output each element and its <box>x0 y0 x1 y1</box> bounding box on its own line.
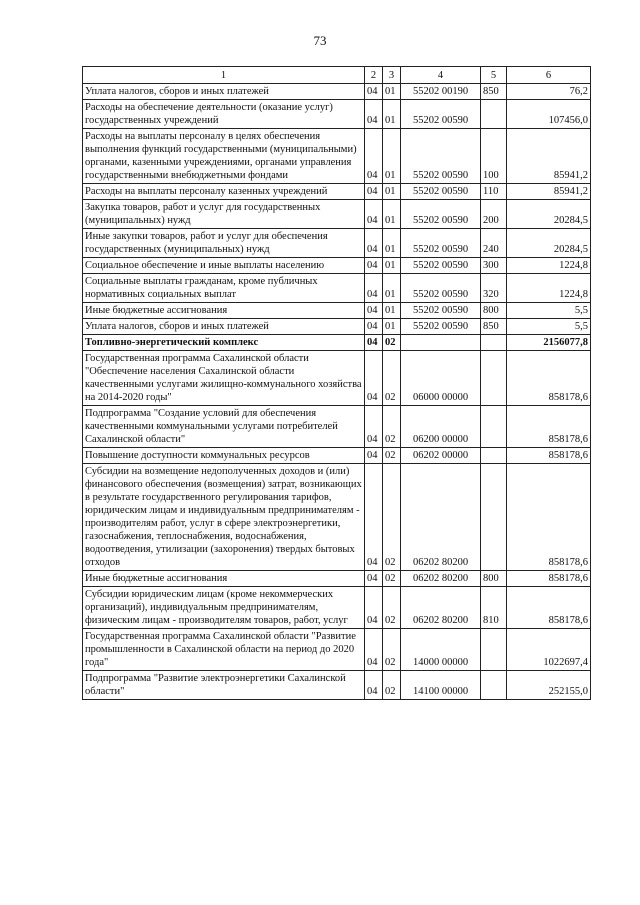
row-target-article-cell: 06200 00000 <box>401 406 481 448</box>
row-target-article-cell: 14000 00000 <box>401 629 481 671</box>
row-target-article-cell: 55202 00590 <box>401 303 481 319</box>
row-name-cell: Подпрограмма "Развитие электроэнергетики Сахалинской области" <box>83 671 365 700</box>
row-name-cell: Уплата налогов, сборов и иных платежей <box>83 84 365 100</box>
row-name-cell: Уплата налогов, сборов и иных платежей <box>83 319 365 335</box>
row-subsection-cell: 02 <box>383 406 401 448</box>
row-expense-type-cell: 850 <box>481 84 507 100</box>
table-row <box>83 129 591 184</box>
row-target-article-cell: 55202 00590 <box>401 258 481 274</box>
row-subsection-cell: 02 <box>383 335 401 351</box>
row-expense-type-cell: 200 <box>481 200 507 229</box>
row-section-cell: 04 <box>365 587 383 629</box>
row-subsection-cell: 02 <box>383 571 401 587</box>
row-amount-cell: 1224,8 <box>507 274 591 303</box>
row-name-cell: Закупка товаров, работ и услуг для государственных (муниципальных) нужд <box>83 200 365 229</box>
table-row <box>83 229 591 258</box>
row-section-cell: 04 <box>365 671 383 700</box>
header-row <box>83 67 591 84</box>
row-expense-type-cell <box>481 100 507 129</box>
row-expense-type-cell <box>481 448 507 464</box>
row-name-cell: Государственная программа Сахалинской области "Развитие промышленности в Сахалинской области на период до 2020 года" <box>83 629 365 671</box>
row-section-cell: 04 <box>365 184 383 200</box>
row-expense-type-cell: 800 <box>481 571 507 587</box>
row-target-article-cell: 55202 00590 <box>401 200 481 229</box>
row-section-cell: 04 <box>365 303 383 319</box>
row-expense-type-cell: 100 <box>481 129 507 184</box>
row-expense-type-cell <box>481 351 507 406</box>
row-name-cell: Иные закупки товаров, работ и услуг для обеспечения государственных (муниципальных) нужд <box>83 229 365 258</box>
row-name-cell: Расходы на выплаты персоналу в целях обеспечения выполнения функций государственными (муниципальными) органами, казенными учреждениями, органами управления государственными внебюджетными фондами <box>83 129 365 184</box>
row-subsection-cell: 01 <box>383 200 401 229</box>
row-expense-type-cell: 810 <box>481 587 507 629</box>
row-subsection-cell: 01 <box>383 84 401 100</box>
table-row <box>83 671 591 700</box>
row-subsection-cell: 01 <box>383 129 401 184</box>
table-row <box>83 200 591 229</box>
row-subsection-cell: 02 <box>383 464 401 571</box>
row-subsection-cell: 01 <box>383 303 401 319</box>
table-row <box>83 464 591 571</box>
table-row <box>83 448 591 464</box>
row-amount-cell: 858178,6 <box>507 351 591 406</box>
row-target-article-cell <box>401 335 481 351</box>
row-subsection-cell: 02 <box>383 629 401 671</box>
table-row <box>83 571 591 587</box>
row-amount-cell: 252155,0 <box>507 671 591 700</box>
row-target-article-cell: 55202 00590 <box>401 100 481 129</box>
table-row <box>83 587 591 629</box>
row-target-article-cell: 06202 80200 <box>401 464 481 571</box>
row-expense-type-cell: 240 <box>481 229 507 258</box>
table-row <box>83 629 591 671</box>
row-amount-cell: 20284,5 <box>507 200 591 229</box>
row-expense-type-cell: 850 <box>481 319 507 335</box>
row-section-cell: 04 <box>365 351 383 406</box>
row-amount-cell: 85941,2 <box>507 129 591 184</box>
row-name-cell: Социальное обеспечение и иные выплаты населению <box>83 258 365 274</box>
row-target-article-cell: 14100 00000 <box>401 671 481 700</box>
row-name-cell: Подпрограмма "Создание условий для обеспечения качественными коммунальными услугами потребителей Сахалинской области" <box>83 406 365 448</box>
row-section-cell: 04 <box>365 200 383 229</box>
row-name-cell: Топливно-энергетический комплекс <box>83 335 365 351</box>
row-section-cell: 04 <box>365 100 383 129</box>
row-target-article-cell: 06202 80200 <box>401 571 481 587</box>
row-amount-cell: 5,5 <box>507 319 591 335</box>
row-section-cell: 04 <box>365 448 383 464</box>
col-header-5: 5 <box>481 67 507 84</box>
table-row <box>83 274 591 303</box>
row-target-article-cell: 06000 00000 <box>401 351 481 406</box>
row-subsection-cell: 02 <box>383 448 401 464</box>
row-section-cell: 04 <box>365 406 383 448</box>
col-header-4: 4 <box>401 67 481 84</box>
row-name-cell: Иные бюджетные ассигнования <box>83 303 365 319</box>
row-expense-type-cell: 800 <box>481 303 507 319</box>
row-section-cell: 04 <box>365 319 383 335</box>
row-expense-type-cell <box>481 629 507 671</box>
table-row <box>83 351 591 406</box>
table-row <box>83 258 591 274</box>
row-target-article-cell: 55202 00190 <box>401 84 481 100</box>
row-subsection-cell: 02 <box>383 351 401 406</box>
row-target-article-cell: 06202 80200 <box>401 587 481 629</box>
row-amount-cell: 107456,0 <box>507 100 591 129</box>
row-expense-type-cell <box>481 406 507 448</box>
row-amount-cell: 1224,8 <box>507 258 591 274</box>
row-section-cell: 04 <box>365 274 383 303</box>
row-subsection-cell: 01 <box>383 184 401 200</box>
row-section-cell: 04 <box>365 335 383 351</box>
table-row <box>83 335 591 351</box>
row-section-cell: 04 <box>365 129 383 184</box>
row-target-article-cell: 55202 00590 <box>401 274 481 303</box>
row-amount-cell: 2156077,8 <box>507 335 591 351</box>
row-target-article-cell: 55202 00590 <box>401 129 481 184</box>
row-subsection-cell: 01 <box>383 319 401 335</box>
row-subsection-cell: 01 <box>383 274 401 303</box>
row-name-cell: Расходы на обеспечение деятельности (оказание услуг) государственных учреждений <box>83 100 365 129</box>
row-name-cell: Иные бюджетные ассигнования <box>83 571 365 587</box>
row-name-cell: Субсидии юридическим лицам (кроме некоммерческих организаций), индивидуальным предпринимателям, физическим лицам - производителям товаров, работ, услуг <box>83 587 365 629</box>
table-row <box>83 303 591 319</box>
row-amount-cell: 858178,6 <box>507 448 591 464</box>
row-amount-cell: 85941,2 <box>507 184 591 200</box>
row-expense-type-cell <box>481 335 507 351</box>
table-row <box>83 84 591 100</box>
row-expense-type-cell <box>481 464 507 571</box>
row-section-cell: 04 <box>365 629 383 671</box>
row-target-article-cell: 55202 00590 <box>401 184 481 200</box>
row-amount-cell: 20284,5 <box>507 229 591 258</box>
row-name-cell: Субсидии на возмещение недополученных доходов и (или) финансового обеспечения (возмещения) затрат, возникающих в результате государственного регулирования тарифов, юридическим лицам и индивидуальным предпринимателям - производителям работ, услуг в сфере электроэнергетики, газоснабжения, теплоснабжения, водоснабжения, водоотведения, утилизации (захоронения) твердых бытовых отходов <box>83 464 365 571</box>
row-subsection-cell: 02 <box>383 587 401 629</box>
col-header-6: 6 <box>507 67 591 84</box>
col-header-2: 2 <box>365 67 383 84</box>
row-target-article-cell: 06202 00000 <box>401 448 481 464</box>
col-header-1: 1 <box>83 67 365 84</box>
row-section-cell: 04 <box>365 571 383 587</box>
row-subsection-cell: 01 <box>383 258 401 274</box>
row-section-cell: 04 <box>365 229 383 258</box>
row-subsection-cell: 01 <box>383 100 401 129</box>
row-name-cell: Государственная программа Сахалинской области "Обеспечение населения Сахалинской области качественными услугами жилищно-коммунального хозяйства на 2014-2020 годы" <box>83 351 365 406</box>
row-section-cell: 04 <box>365 258 383 274</box>
budget-table <box>82 66 591 700</box>
row-name-cell: Расходы на выплаты персоналу казенных учреждений <box>83 184 365 200</box>
row-section-cell: 04 <box>365 84 383 100</box>
table-row <box>83 406 591 448</box>
row-amount-cell: 76,2 <box>507 84 591 100</box>
row-amount-cell: 5,5 <box>507 303 591 319</box>
row-expense-type-cell <box>481 671 507 700</box>
table-row <box>83 319 591 335</box>
row-subsection-cell: 02 <box>383 671 401 700</box>
page-number: 73 <box>313 33 327 48</box>
row-name-cell: Повышение доступности коммунальных ресурсов <box>83 448 365 464</box>
row-name-cell: Социальные выплаты гражданам, кроме публичных нормативных социальных выплат <box>83 274 365 303</box>
row-expense-type-cell: 110 <box>481 184 507 200</box>
row-amount-cell: 858178,6 <box>507 571 591 587</box>
row-target-article-cell: 55202 00590 <box>401 229 481 258</box>
row-amount-cell: 858178,6 <box>507 406 591 448</box>
row-target-article-cell: 55202 00590 <box>401 319 481 335</box>
row-section-cell: 04 <box>365 464 383 571</box>
row-expense-type-cell: 300 <box>481 258 507 274</box>
row-amount-cell: 858178,6 <box>507 587 591 629</box>
table-row <box>83 100 591 129</box>
col-header-3: 3 <box>383 67 401 84</box>
row-subsection-cell: 01 <box>383 229 401 258</box>
row-expense-type-cell: 320 <box>481 274 507 303</box>
table-row <box>83 184 591 200</box>
row-amount-cell: 1022697,4 <box>507 629 591 671</box>
row-amount-cell: 858178,6 <box>507 464 591 571</box>
